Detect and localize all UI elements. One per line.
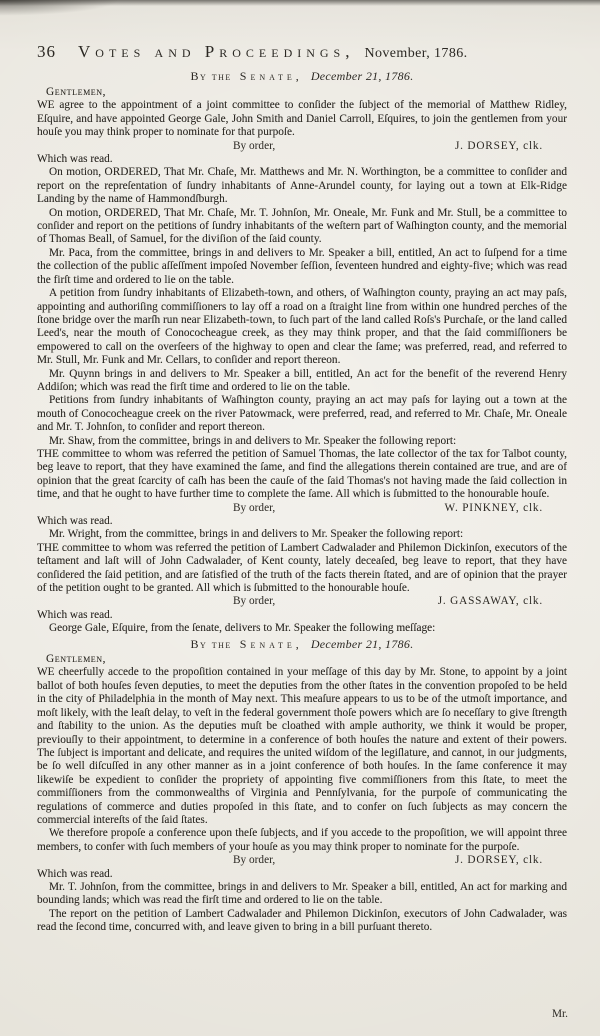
by-order-line-3: [37, 595, 567, 608]
paragraph-road-petition: A petition from ſundry inhabitants of Elizabeth-town, and others, of Waſhington county, praying an act may paſs, appointing and authoriſing commiſſioners to lay off a road on a ſtraight line from within one hundred perches of the ſtone bridge over the marſh run near Elizabeth-town, to ſuch part of the land called Roſs's Purchaſe, or the land called Leed's, near the mouth of Conococheague creek, as they may think proper, and that the ſaid commiſſioners be empowered to call on the overſeers of the highway to open and clear the ſame; was preferred, read, and referred to Mr. Stull, Mr. Funk and Mr. Cellars, to conſider and report thereon.: [37, 287, 567, 367]
senate-dateline-2: [37, 638, 567, 651]
paragraph-we-cheerfully: WE cheerfully accede to the propoſition contained in your meſſage of this day by Mr. Stone, to appoint by a joint ballot of both houſes ſeven deputies, to meet the deputies from the other ſtates in the convention propoſed to be held in the city of Philadelphia in the month of May next. This meaſure appears to us to be of the utmoſt importance, and moſt likely, with the leaſt delay, to veſt in the federal government thoſe powers which are ſo neceſſary to give ſtrength and ſtability to the union. As the deputies muſt be cloathed with ample authority, we think it would be proper, previouſly to their appointment, to determine in a conference of both houſes the nature and extent of their powers. The ſubject is important and delicate, and requires the united wiſdom of the legiſlature, and cannot, in our judgments, be ſo well diſcuſſed in any other manner as in a joint conference of both houſes. In the ſame conference it may likewiſe be expedient to conſider the propriety of appointing five commiſſioners from this ſtate, to meet the commiſſioners from the commonwealths of Virginia and Pennſylvania, for the purpoſe of communicating the regulations of commerce and duties propoſed in this ſtate, and to confer on ſuch ſubjects as may concern the commercial intereſts of the ſaid ſtates.: [37, 666, 567, 826]
by-order-label: By order,: [233, 139, 276, 152]
senate-dateline-name: Senate,: [239, 69, 303, 83]
catchword: Mr.: [551, 1008, 568, 1020]
signature-pinkney: W. PINKNEY, clk.: [444, 501, 543, 514]
by-order-label: By order,: [233, 595, 276, 608]
paragraph-gale-message-intro: George Gale, Eſquire, from the ſenate, delivers to Mr. Speaker the following meſſage:: [49, 622, 436, 635]
by-order-label: By order,: [233, 854, 276, 867]
running-title-date: November, 1786.: [364, 46, 468, 61]
signature-dorsey: J. DORSEY, clk.: [454, 139, 543, 152]
paragraph-quynn-bill: Mr. Quynn brings in and delivers to Mr. Speaker a bill, entitled, An act for the benefit of the reverend Henry Addiſon; which was read the firſt time and ordered to lie on the table.: [37, 367, 567, 393]
running-head: [37, 42, 567, 62]
paragraph-paca-bill: Mr. Paca, from the committee, brings in and delivers to Mr. Speaker a bill, entitled, An act to ſuſpend for a time the collection of the public aſſeſſment impoſed November ſeſſion, ſeventeen hundred and eighty-five; which was read the firſt time and ordered to lie on the table.: [37, 246, 567, 286]
paragraph-shaw-report-intro: Mr. Shaw, from the committee, brings in and delivers to Mr. Speaker the following report:: [49, 434, 457, 447]
paragraph-report-thomas: THE committee to whom was referred the petition of Samuel Thomas, the late collector of the tax for Talbot county, beg leave to report, that they have examined the ſame, and find the allegations therein contained are true, and are of opinion that the great ſcarcity of caſh has been the cauſe of the ſaid Thomas's not having made the ſaid collection in time, and that he ought to have further time to complete the ſame. All which is ſubmitted to the honourable houſe.: [37, 447, 567, 501]
paragraph-we-therefore: We therefore propoſe a conference upon theſe ſubjects, and if you accede to the propoſition, we will appoint three members, to confer with ſuch members of your houſe as you may think proper to nominate for the purpoſe.: [37, 827, 567, 853]
page-number: 36: [37, 42, 56, 61]
paragraph-wright-report-intro: Mr. Wright, from the committee, brings in and delivers to Mr. Speaker the following report:: [49, 528, 464, 541]
paragraph-report-cadwalader: THE committee to whom was referred the petition of Lambert Cadwalader and Philemon Dickinſon, executors of the teſtament and laſt will of John Cadwalader, of Kent county, lately deceaſed, beg leave to report, that they have conſidered the ſaid petition, and are ſatisfied of the truth of the facts therein ſtated, and are of opinion that the prayer of the petition ought to be granted. All which is ſubmitted to the honourable houſe.: [37, 541, 567, 595]
paragraph-we-agree: WE agree to the appointment of a joint committee to conſider the ſubject of the memorial of Matthew Ridley, Eſquire, and have appointed George Gale, John Smith and Daniel Carroll, Eſquires, to join the gentlemen from your houſe you may think proper to nominate for that purpoſe.: [37, 99, 567, 139]
signature-dorsey: J. DORSEY, clk.: [454, 854, 543, 867]
salutation-2: Gentlemen,: [46, 653, 107, 666]
paragraph-t-johnson-bill: Mr. T. Johnſon, from the committee, brings in and delivers to Mr. Speaker a bill, entitled, An act for marking and bounding lands; which was read the firſt time and ordered to lie on the table.: [37, 880, 567, 907]
senate-dateline-1: [37, 69, 567, 84]
senate-dateline-prefix: By the: [190, 636, 232, 651]
by-order-line-4: [37, 854, 567, 867]
which-was-read-1: Which was read.: [37, 153, 113, 166]
salutation-1: Gentlemen,: [46, 86, 107, 98]
by-order-line-1: [37, 140, 567, 153]
paragraph-town-petitions: Petitions from ſundry inhabitants of Waſhington county, praying an act may paſs for laying out a town at the mouth of Conococheague creek on the river Patowmack, were preferred, read, and referred to Mr. Chaſe, Mr. Oneale and Mr. T. Johnſon, to conſider and report thereon.: [37, 394, 567, 434]
paragraph-on-motion-2: On motion, ORDERED, That Mr. Chaſe, Mr. T. Johnſon, Mr. Oneale, Mr. Funk and Mr. Stull, be a committee to conſider and report on the petitions of ſundry inhabitants of the weſtern part of Waſhington county, and the memorial of Thomas Beall, of Samuel, for the diviſion of the ſaid county.: [37, 206, 567, 246]
page-body: [37, 86, 567, 935]
which-was-read-3: Which was read.: [37, 608, 113, 621]
paragraph-report-second-reading: The report on the petition of Lambert Cadwalader and Philemon Dickinſon, executors of John Cadwalader, was read the ſecond time, concurred with, and leave given to bring in a bill purſuant thereto.: [37, 907, 567, 934]
signature-gassaway: J. GASSAWAY, clk.: [437, 595, 543, 608]
by-order-label: By order,: [233, 501, 276, 514]
running-title: Votes and Proceedings,: [78, 42, 355, 61]
senate-dateline-prefix: By the: [190, 69, 232, 83]
which-was-read-2: Which was read.: [37, 515, 113, 527]
by-order-line-2: [37, 502, 567, 515]
senate-dateline-date: December 21, 1786.: [310, 69, 414, 83]
which-was-read-4: Which was read.: [37, 867, 113, 880]
senate-dateline-name: Senate,: [239, 636, 303, 651]
paragraph-on-motion-1: On motion, ORDERED, That Mr. Chaſe, Mr. Matthews and Mr. N. Worthington, be a committee to conſider and report on the repreſentation of ſundry inhabitants of Anne-Arundel county, for laying out a town at Elk-Ridge Landing by the name of Hammondſburgh.: [37, 166, 567, 206]
senate-dateline-date: December 21, 1786.: [310, 636, 414, 651]
